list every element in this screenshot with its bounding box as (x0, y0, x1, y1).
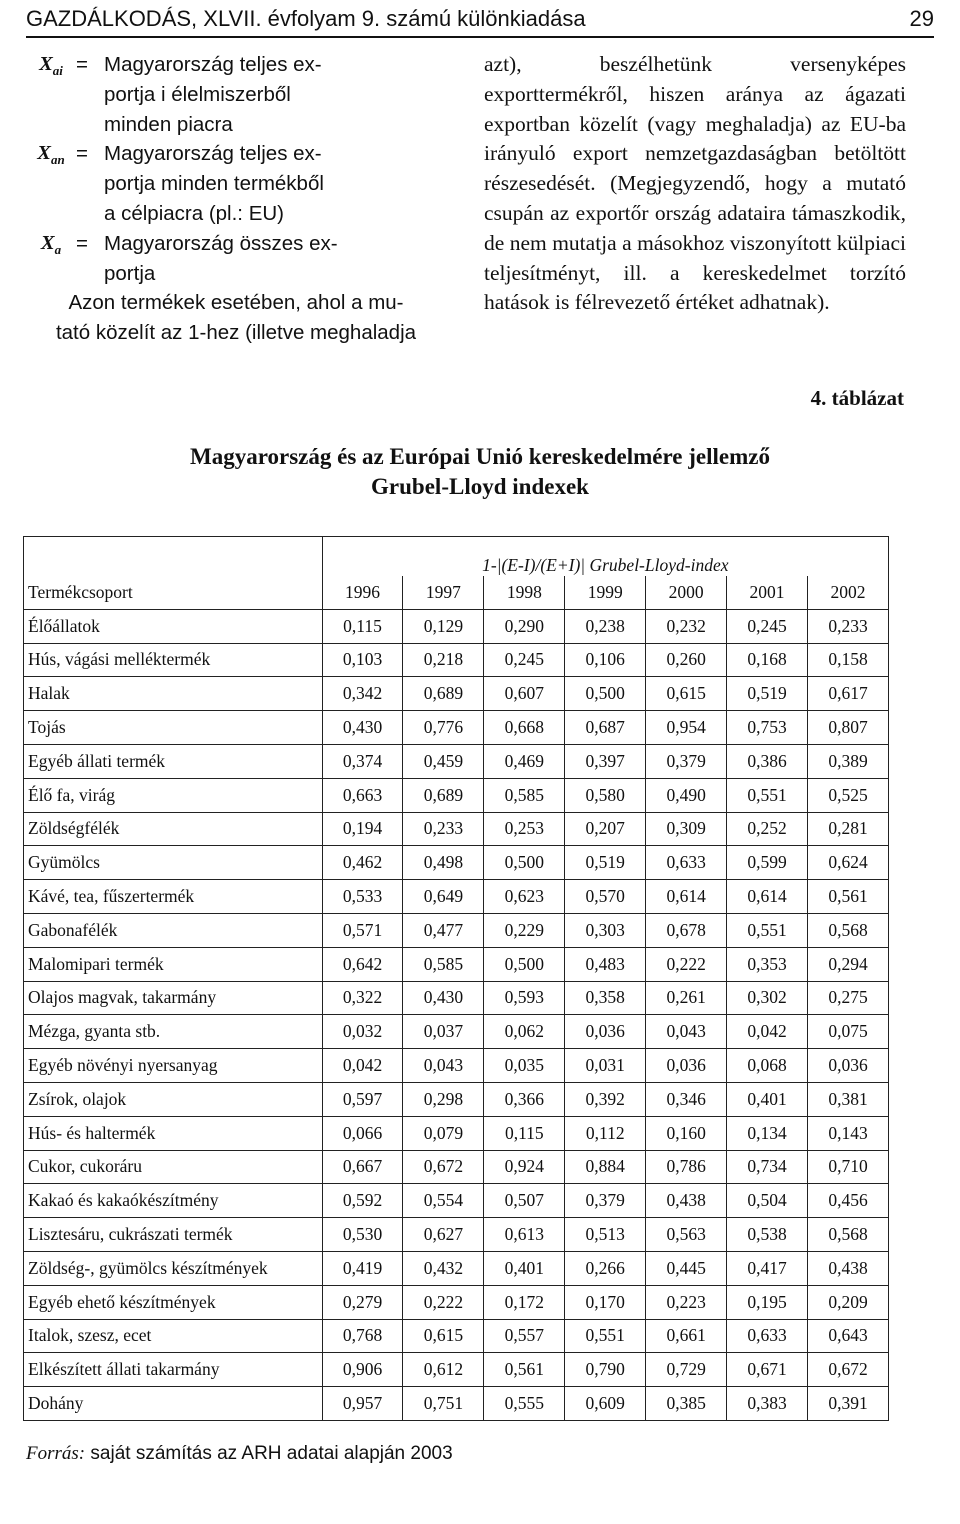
index-value-cell: 0,275 (808, 981, 889, 1015)
index-value-cell: 0,667 (322, 1150, 403, 1184)
table-body (24, 609, 889, 1420)
index-value-cell: 0,500 (565, 677, 646, 711)
index-value-cell: 0,469 (484, 744, 565, 778)
product-group-cell: Egyéb ehető készítmények (24, 1285, 323, 1319)
year-header: 2000 (646, 576, 727, 609)
index-value-cell: 0,807 (808, 711, 889, 745)
index-value-cell: 0,649 (403, 880, 484, 914)
table-row (24, 609, 889, 643)
index-value-cell: 0,322 (322, 981, 403, 1015)
index-value-cell: 0,627 (403, 1218, 484, 1252)
page-header (26, 6, 934, 38)
index-value-cell: 0,238 (565, 609, 646, 643)
index-value-cell: 0,498 (403, 846, 484, 880)
product-group-cell: Zöldségfélék (24, 812, 323, 846)
index-value-cell: 0,218 (403, 643, 484, 677)
index-value-cell: 0,786 (646, 1150, 727, 1184)
index-value-cell: 0,438 (808, 1251, 889, 1285)
index-value-cell: 0,290 (484, 609, 565, 643)
product-group-cell: Lisztesáru, cukrászati termék (24, 1218, 323, 1252)
index-value-cell: 0,906 (322, 1353, 403, 1387)
index-value-cell: 0,607 (484, 677, 565, 711)
index-value-cell: 0,614 (646, 880, 727, 914)
index-value-cell: 0,035 (484, 1049, 565, 1083)
index-value-cell: 0,753 (727, 711, 808, 745)
index-value-cell: 0,689 (403, 677, 484, 711)
index-value-cell: 0,751 (403, 1387, 484, 1421)
index-value-cell: 0,068 (727, 1049, 808, 1083)
index-value-cell: 0,279 (322, 1285, 403, 1319)
index-value-cell: 0,633 (646, 846, 727, 880)
product-group-cell: Olajos magvak, takarmány (24, 981, 323, 1015)
symbol: $X_{an}$ (37, 142, 65, 168)
index-value-cell: 0,342 (322, 677, 403, 711)
table-corner (24, 537, 323, 577)
index-value-cell: 0,383 (727, 1387, 808, 1421)
index-value-cell: 0,525 (808, 778, 889, 812)
equals-sign: = (76, 53, 88, 76)
index-value-cell: 0,358 (565, 981, 646, 1015)
index-value-cell: 0,366 (484, 1082, 565, 1116)
index-value-cell: 0,381 (808, 1082, 889, 1116)
index-value-cell: 0,260 (646, 643, 727, 677)
index-value-cell: 0,170 (565, 1285, 646, 1319)
index-value-cell: 0,129 (403, 609, 484, 643)
equals-sign: = (76, 231, 88, 255)
index-value-cell: 0,389 (808, 744, 889, 778)
index-value-cell: 0,391 (808, 1387, 889, 1421)
table-row (24, 1387, 889, 1421)
index-value-cell: 0,617 (808, 677, 889, 711)
index-value-cell: 0,561 (808, 880, 889, 914)
index-value-cell: 0,134 (727, 1116, 808, 1150)
table-row (24, 643, 889, 677)
product-group-cell: Kakaó és kakaókészítmény (24, 1184, 323, 1218)
index-value-cell: 0,623 (484, 880, 565, 914)
index-value-cell: 0,233 (403, 812, 484, 846)
index-value-cell: 0,661 (646, 1319, 727, 1353)
index-value-cell: 0,592 (322, 1184, 403, 1218)
year-header: 1998 (484, 576, 565, 609)
index-value-cell: 0,261 (646, 981, 727, 1015)
index-value-cell: 0,571 (322, 913, 403, 947)
right-column-paragraph: azt), beszélhetünk versenyképes exporttermékről, hiszen aránya az ágazati exportban közelít (vagy meghaladja) az EU-ba irányuló export nemzetgazdaságban betöltött részesedését. (Megjegyzendő, hogy a mutató csupán az exportőr ország adataira támaszkodik, de nem mutatja a másokhoz viszonyított külpiaci teljesítményt, ill. a kereskedelmet torzító hatások is félrevezető értéket adhatnak). (484, 52, 906, 315)
index-value-cell: 0,551 (727, 778, 808, 812)
index-value-cell: 0,298 (403, 1082, 484, 1116)
index-value-cell: 0,417 (727, 1251, 808, 1285)
table-row (24, 1251, 889, 1285)
product-group-cell: Gyümölcs (24, 846, 323, 880)
index-value-cell: 0,294 (808, 947, 889, 981)
index-value-cell: 0,346 (646, 1082, 727, 1116)
table-row (24, 880, 889, 914)
index-value-cell: 0,613 (484, 1218, 565, 1252)
index-value-cell: 0,401 (727, 1082, 808, 1116)
index-value-cell: 0,223 (646, 1285, 727, 1319)
caption-line-1: Magyarország és az Európai Unió kereskedelmére jellemző (190, 444, 770, 469)
year-header: 1999 (565, 576, 646, 609)
product-group-cell: Dohány (24, 1387, 323, 1421)
product-group-cell: Zsírok, olajok (24, 1082, 323, 1116)
index-value-cell: 0,401 (484, 1251, 565, 1285)
index-value-cell: 0,734 (727, 1150, 808, 1184)
index-value-cell: 0,253 (484, 812, 565, 846)
grubel-lloyd-table (23, 536, 889, 1421)
product-group-cell: Egyéb növényi nyersanyag (24, 1049, 323, 1083)
source-note (26, 1443, 453, 1465)
index-value-cell: 0,115 (484, 1116, 565, 1150)
index-value-cell: 0,158 (808, 643, 889, 677)
index-value-cell: 0,075 (808, 1015, 889, 1049)
index-value-cell: 0,615 (403, 1319, 484, 1353)
index-value-cell: 0,687 (565, 711, 646, 745)
index-value-cell: 0,143 (808, 1116, 889, 1150)
index-value-cell: 0,776 (403, 711, 484, 745)
index-value-cell: 0,554 (403, 1184, 484, 1218)
index-value-cell: 0,043 (646, 1015, 727, 1049)
product-group-cell: Malomipari termék (24, 947, 323, 981)
product-group-cell: Egyéb állati termék (24, 744, 323, 778)
table-row (24, 1150, 889, 1184)
index-value-cell: 0,633 (727, 1319, 808, 1353)
index-value-cell: 0,168 (727, 643, 808, 677)
table-row (24, 1116, 889, 1150)
table-caption (0, 442, 960, 502)
index-value-cell: 0,036 (646, 1049, 727, 1083)
index-value-cell: 0,614 (727, 880, 808, 914)
index-value-cell: 0,456 (808, 1184, 889, 1218)
index-value-cell: 0,624 (808, 846, 889, 880)
product-group-cell: Hús, vágási melléktermék (24, 643, 323, 677)
table-row (24, 744, 889, 778)
index-value-cell: 0,032 (322, 1015, 403, 1049)
index-value-cell: 0,884 (565, 1150, 646, 1184)
index-value-cell: 0,477 (403, 913, 484, 947)
index-value-cell: 0,570 (565, 880, 646, 914)
index-value-cell: 0,245 (484, 643, 565, 677)
definition-text: Magyarország összes ex- portja (104, 231, 338, 285)
year-header: 1996 (322, 576, 403, 609)
index-value-cell: 0,561 (484, 1353, 565, 1387)
index-value-cell: 0,106 (565, 643, 646, 677)
index-value-cell: 0,643 (808, 1319, 889, 1353)
product-group-cell: Kávé, tea, fűszertermék (24, 880, 323, 914)
index-value-cell: 0,031 (565, 1049, 646, 1083)
table-row (24, 812, 889, 846)
index-value-cell: 0,924 (484, 1150, 565, 1184)
index-value-cell: 0,379 (646, 744, 727, 778)
journal-title: GAZDÁLKODÁS, XLVII. évfolyam 9. számú különkiadása (26, 6, 586, 31)
year-header: 2002 (808, 576, 889, 609)
definition-text: Magyarország teljes ex- portja minden termékből a célpiacra (pl.: EU) (104, 142, 324, 225)
index-value-cell: 0,507 (484, 1184, 565, 1218)
index-value-cell: 0,597 (322, 1082, 403, 1116)
definition-xai (26, 50, 446, 139)
index-value-cell: 0,115 (322, 609, 403, 643)
product-group-cell: Halak (24, 677, 323, 711)
page-number: 29 (909, 6, 934, 31)
index-value-cell: 0,379 (565, 1184, 646, 1218)
table-row (24, 1049, 889, 1083)
index-value-cell: 0,563 (646, 1218, 727, 1252)
index-value-cell: 0,252 (727, 812, 808, 846)
index-value-cell: 0,585 (484, 778, 565, 812)
source-text: saját számítás az ARH adatai alapján 2003 (85, 1443, 453, 1464)
body-paragraph: Azon termékek esetében, ahol a mu- tató közelít az 1-hez (illetve meghaladja (55, 291, 417, 345)
index-value-cell: 0,954 (646, 711, 727, 745)
index-value-cell: 0,530 (322, 1218, 403, 1252)
index-value-cell: 0,266 (565, 1251, 646, 1285)
index-value-cell: 0,194 (322, 812, 403, 846)
source-label: Forrás: (26, 1443, 86, 1464)
index-value-cell: 0,432 (403, 1251, 484, 1285)
index-value-cell: 0,710 (808, 1150, 889, 1184)
index-value-cell: 0,768 (322, 1319, 403, 1353)
index-value-cell: 0,519 (727, 677, 808, 711)
definition-xa (26, 229, 446, 289)
index-value-cell: 0,538 (727, 1218, 808, 1252)
product-group-cell: Elkészített állati takarmány (24, 1353, 323, 1387)
index-value-cell: 0,513 (565, 1218, 646, 1252)
table-row (24, 1082, 889, 1116)
index-value-cell: 0,672 (403, 1150, 484, 1184)
index-value-cell: 0,462 (322, 846, 403, 880)
index-value-cell: 0,037 (403, 1015, 484, 1049)
index-value-cell: 0,599 (727, 846, 808, 880)
index-value-cell: 0,490 (646, 778, 727, 812)
index-value-cell: 0,386 (727, 744, 808, 778)
table-number: 4. táblázat (810, 386, 904, 410)
index-value-cell: 0,042 (322, 1049, 403, 1083)
index-value-cell: 0,195 (727, 1285, 808, 1319)
index-value-cell: 0,585 (403, 947, 484, 981)
index-value-cell: 0,232 (646, 609, 727, 643)
definition-xan (26, 139, 446, 228)
index-value-cell: 0,036 (808, 1049, 889, 1083)
index-value-cell: 0,374 (322, 744, 403, 778)
index-header: 1-|(E-I)/(E+I)| Grubel-Lloyd-index (322, 537, 888, 577)
product-group-cell: Zöldség-, gyümölcs készítmények (24, 1251, 323, 1285)
table-row (24, 1319, 889, 1353)
product-group-cell: Élőállatok (24, 609, 323, 643)
index-value-cell: 0,419 (322, 1251, 403, 1285)
index-value-cell: 0,385 (646, 1387, 727, 1421)
product-group-cell: Italok, szesz, ecet (24, 1319, 323, 1353)
index-value-cell: 0,568 (808, 913, 889, 947)
table-row (24, 711, 889, 745)
index-value-cell: 0,729 (646, 1353, 727, 1387)
index-value-cell: 0,430 (322, 711, 403, 745)
definition-text: Magyarország teljes ex- portja i élelmiszerből minden piacra (104, 53, 322, 136)
index-value-cell: 0,233 (808, 609, 889, 643)
index-value-cell: 0,209 (808, 1285, 889, 1319)
table-row (24, 1184, 889, 1218)
row-header: Termékcsoport (24, 576, 323, 609)
table-row (24, 947, 889, 981)
index-value-cell: 0,533 (322, 880, 403, 914)
table-row (24, 778, 889, 812)
index-value-cell: 0,079 (403, 1116, 484, 1150)
product-group-cell: Cukor, cukoráru (24, 1150, 323, 1184)
year-header: 1997 (403, 576, 484, 609)
table-row (24, 981, 889, 1015)
equals-sign: = (76, 142, 88, 166)
index-value-cell: 0,160 (646, 1116, 727, 1150)
index-value-cell: 0,043 (403, 1049, 484, 1083)
index-value-cell: 0,668 (484, 711, 565, 745)
index-value-cell: 0,112 (565, 1116, 646, 1150)
index-value-cell: 0,580 (565, 778, 646, 812)
index-value-cell: 0,036 (565, 1015, 646, 1049)
index-value-cell: 0,500 (484, 947, 565, 981)
index-value-cell: 0,663 (322, 778, 403, 812)
symbol: $X_a$ (40, 231, 62, 257)
index-value-cell: 0,445 (646, 1251, 727, 1285)
index-value-cell: 0,672 (808, 1353, 889, 1387)
index-value-cell: 0,302 (727, 981, 808, 1015)
index-value-cell: 0,483 (565, 947, 646, 981)
index-value-cell: 0,103 (322, 643, 403, 677)
index-value-cell: 0,222 (403, 1285, 484, 1319)
index-value-cell: 0,438 (646, 1184, 727, 1218)
index-value-cell: 0,551 (727, 913, 808, 947)
index-value-cell: 0,397 (565, 744, 646, 778)
year-header: 2001 (727, 576, 808, 609)
product-group-cell: Hús- és haltermék (24, 1116, 323, 1150)
index-value-cell: 0,459 (403, 744, 484, 778)
index-value-cell: 0,309 (646, 812, 727, 846)
index-value-cell: 0,642 (322, 947, 403, 981)
product-group-cell: Élő fa, virág (24, 778, 323, 812)
index-value-cell: 0,500 (484, 846, 565, 880)
caption-line-2: Grubel-Lloyd indexek (371, 474, 589, 499)
index-value-cell: 0,504 (727, 1184, 808, 1218)
table-row (24, 1218, 889, 1252)
index-value-cell: 0,353 (727, 947, 808, 981)
index-value-cell: 0,612 (403, 1353, 484, 1387)
index-value-cell: 0,430 (403, 981, 484, 1015)
table-row (24, 1015, 889, 1049)
index-value-cell: 0,303 (565, 913, 646, 947)
index-value-cell: 0,172 (484, 1285, 565, 1319)
index-value-cell: 0,671 (727, 1353, 808, 1387)
index-value-cell: 0,678 (646, 913, 727, 947)
table-row (24, 1353, 889, 1387)
index-value-cell: 0,568 (808, 1218, 889, 1252)
product-group-cell: Tojás (24, 711, 323, 745)
index-value-cell: 0,555 (484, 1387, 565, 1421)
index-value-cell: 0,207 (565, 812, 646, 846)
index-value-cell: 0,689 (403, 778, 484, 812)
product-group-cell: Mézga, gyanta stb. (24, 1015, 323, 1049)
index-value-cell: 0,957 (322, 1387, 403, 1421)
index-value-cell: 0,609 (565, 1387, 646, 1421)
symbol: $X_{ai}$ (39, 53, 63, 79)
index-value-cell: 0,557 (484, 1319, 565, 1353)
index-value-cell: 0,790 (565, 1353, 646, 1387)
index-value-cell: 0,551 (565, 1319, 646, 1353)
table-row (24, 1285, 889, 1319)
table-row (24, 846, 889, 880)
table-row (24, 913, 889, 947)
index-value-cell: 0,066 (322, 1116, 403, 1150)
index-value-cell: 0,519 (565, 846, 646, 880)
index-value-cell: 0,281 (808, 812, 889, 846)
index-value-cell: 0,229 (484, 913, 565, 947)
index-value-cell: 0,245 (727, 609, 808, 643)
index-value-cell: 0,392 (565, 1082, 646, 1116)
index-value-cell: 0,042 (727, 1015, 808, 1049)
table-row (24, 677, 889, 711)
index-value-cell: 0,062 (484, 1015, 565, 1049)
product-group-cell: Gabonafélék (24, 913, 323, 947)
index-value-cell: 0,615 (646, 677, 727, 711)
index-value-cell: 0,222 (646, 947, 727, 981)
index-value-cell: 0,593 (484, 981, 565, 1015)
left-column (26, 50, 446, 348)
